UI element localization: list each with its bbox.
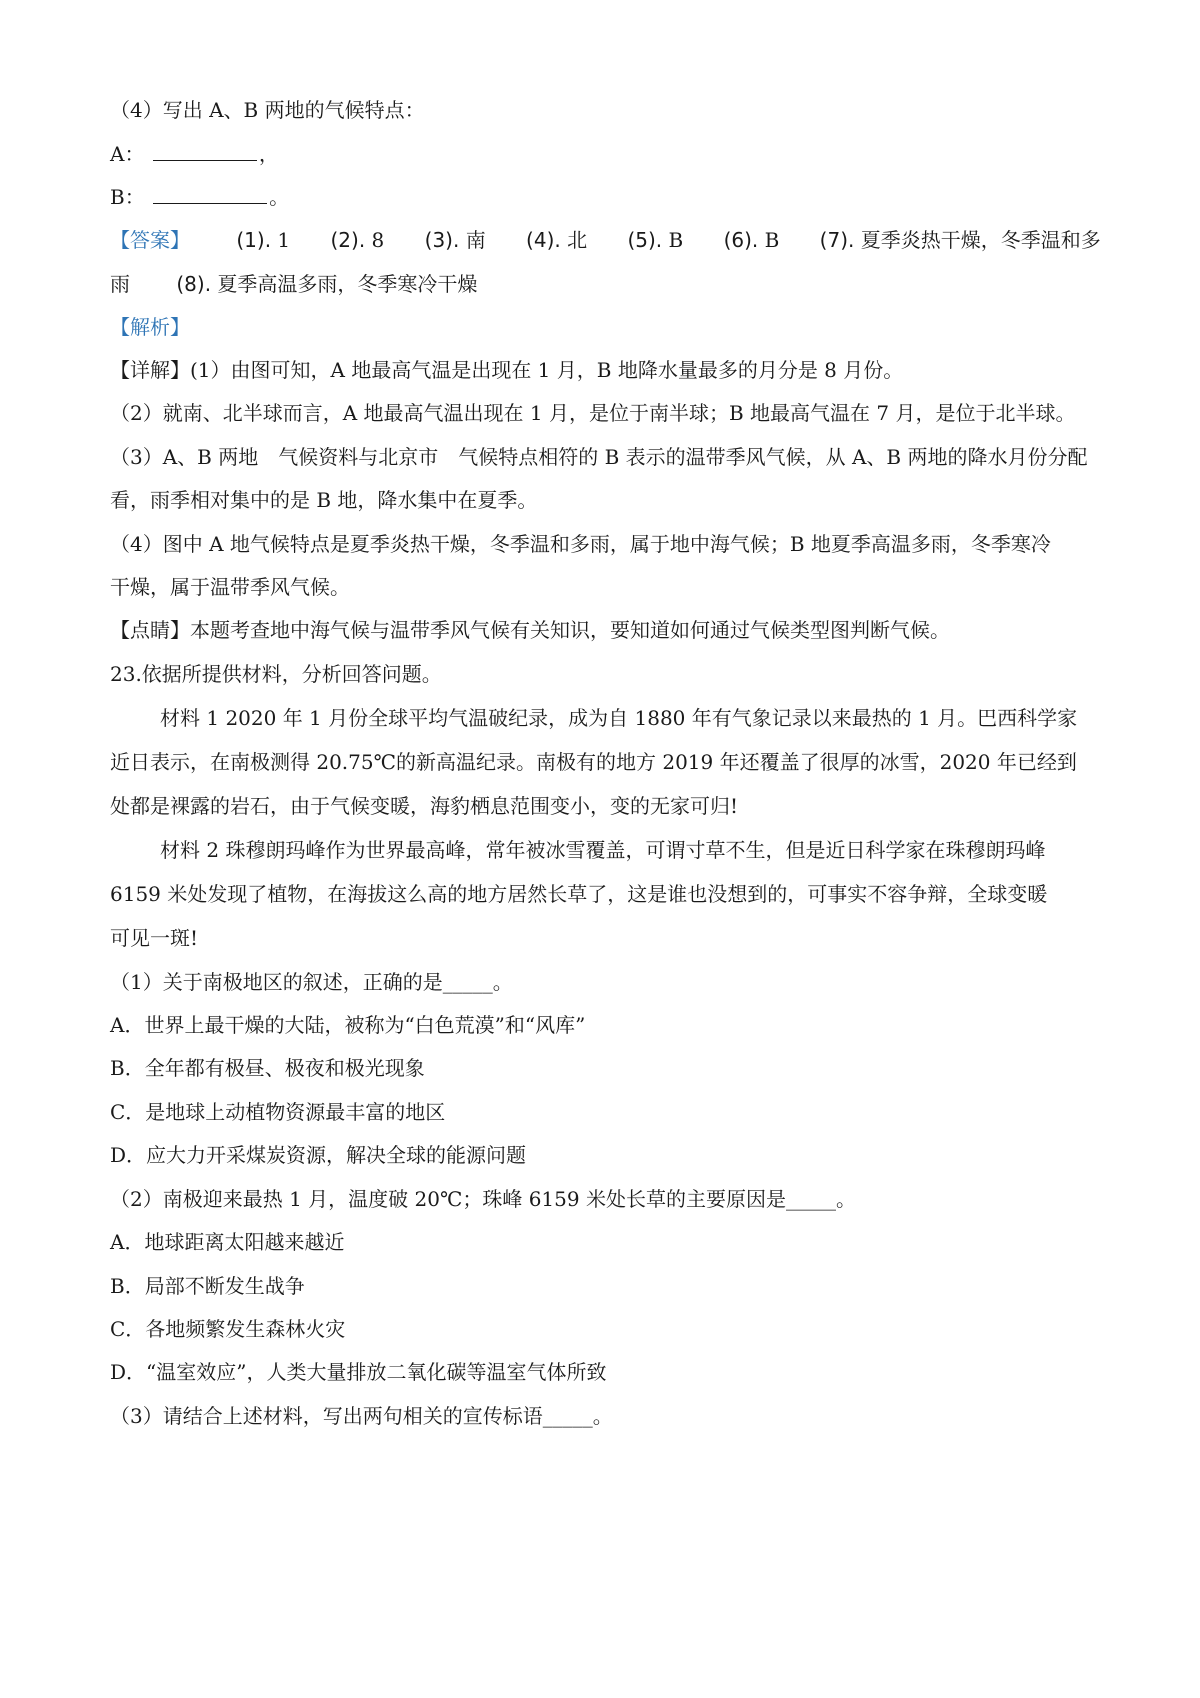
answer-line-1: [110, 226, 1110, 254]
material-1-line-2: 近日表示，在南极测得 20.75℃的新高温纪录。南极有的地方 2019 年还覆盖了很厚的冰雪，2020 年已经到: [110, 750, 1077, 774]
analysis-detail-2: （2）就南、北半球而言，A 地最高气温出现在 1 月，是位于南半球；B 地最高气温在 7 月，是位于北半球。: [110, 401, 1076, 425]
answer-blank-a[interactable]: [153, 140, 257, 161]
q4-line-b: [110, 183, 1110, 211]
analysis-detail-4b: 干燥，属于温带季风气候。: [110, 575, 350, 599]
answer-item: [627, 226, 683, 254]
answer-item-num: (8).: [176, 272, 212, 296]
answer-item-text: 夏季炎热干燥，冬季温和多: [860, 228, 1101, 252]
q4-b-label: B：: [110, 185, 145, 209]
answer-line-2: [110, 270, 1110, 298]
q4-a-end: ，: [258, 142, 279, 166]
answer-item-num: (6).: [723, 228, 759, 252]
material-2-line-1: 材料 2 珠穆朗玛峰作为世界最高峰，常年被冰雪覆盖，可谓寸草不生，但是近日科学家在珠穆朗玛峰: [160, 838, 1046, 862]
q4-prompt: （4）写出 A、B 两地的气候特点：: [110, 98, 425, 122]
q4-line-a: [110, 140, 1110, 168]
analysis-detail-1: 【详解】(1）由图可知，A 地最高气温是出现在 1 月，B 地降水量最多的月分是 8 月份。: [110, 358, 904, 382]
analysis-tag: 【解析】: [110, 315, 190, 339]
q4-b-end: 。: [269, 185, 290, 209]
q23-title: 23.依据所提供材料，分析回答问题。: [110, 662, 442, 686]
subquestion-2-option-a: A．地球距离太阳越来越近: [110, 1230, 345, 1254]
subquestion-1-option-a: A．世界上最干燥的大陆，被称为“白色荒漠”和“风库”: [110, 1013, 586, 1037]
answer-item: [331, 226, 385, 254]
material-2-line-2: 6159 米处发现了植物，在海拔这么高的地方居然长草了，这是谁也没想到的，可事实不容争辩，全球变暖: [110, 882, 1048, 906]
answer-item-text: 北: [567, 228, 588, 252]
subquestion-2-option-d: D．“温室效应”，人类大量排放二氧化碳等温室气体所致: [110, 1360, 607, 1384]
answer-item-text: 8: [371, 228, 385, 252]
subquestion-2-option-b: B．局部不断发生战争: [110, 1274, 305, 1298]
answer-item-num: (3).: [424, 228, 460, 252]
subquestion-1-option-d: D．应大力开采煤炭资源，解决全球的能源问题: [110, 1143, 527, 1167]
answer-item-text: 南: [465, 228, 486, 252]
answer-item: [425, 226, 486, 254]
answer-item-text: B: [668, 228, 684, 252]
analysis-detail-3b: 看，雨季相对集中的是 B 地，降水集中在夏季。: [110, 488, 538, 512]
subquestion-1-option-c: C．是地球上动植物资源最丰富的地区: [110, 1100, 446, 1124]
subquestion-1: （1）关于南极地区的叙述，正确的是_____。: [110, 970, 513, 994]
subquestion-3: （3）请结合上述材料，写出两句相关的宣传标语_____。: [110, 1404, 613, 1428]
material-1-line-3: 处都是裸露的岩石，由于气候变暖，海豹栖息范围变小，变的无家可归!: [110, 794, 739, 818]
subquestion-1-option-b: B．全年都有极昼、极夜和极光现象: [110, 1056, 425, 1080]
answer-item7-cont: 雨: [110, 272, 130, 296]
answer-item-num: (7).: [819, 228, 855, 252]
answer-item: [724, 226, 780, 254]
material-1-line-1: 材料 1 2020 年 1 月份全球平均气温破纪录，成为自 1880 年有气象记录以来最热的 1 月。巴西科学家: [160, 706, 1078, 730]
analysis-detail-4a: （4）图中 A 地气候特点是夏季炎热干燥，冬季温和多雨，属于地中海气候；B 地夏季高温多雨，冬季寒冷: [110, 532, 1051, 556]
answer-item-text: 1: [277, 228, 291, 252]
answer-item: [236, 226, 290, 254]
answer-item-num: (4).: [526, 228, 561, 252]
analysis-detail-3a: （3）A、B 两地 气候资料与北京市 气候特点相符的 B 表示的温带季风气候，从 A、B 两地的降水月份分配: [110, 445, 1088, 469]
answer-item: [526, 226, 587, 254]
answer-item-num: (2).: [330, 228, 366, 252]
answer-item-num: (1).: [236, 228, 272, 252]
answer-item-text: B: [764, 228, 780, 252]
answer-item: [176, 270, 477, 298]
answer-blank-b[interactable]: [153, 183, 267, 204]
subquestion-2-option-c: C．各地频繁发生森林火灾: [110, 1317, 346, 1341]
answer-item-text: 夏季高温多雨，冬季寒冷干燥: [217, 272, 478, 296]
answer-tag: 【答案】: [110, 228, 190, 252]
subquestion-2: （2）南极迎来最热 1 月，温度破 20℃；珠峰 6159 米处长草的主要原因是_____。: [110, 1187, 856, 1211]
material-2-line-3: 可见一斑!: [110, 926, 199, 950]
q4-a-label: A：: [110, 142, 145, 166]
answer-item-num: (5).: [627, 228, 663, 252]
analysis-comment: 【点睛】本题考查地中海气候与温带季风气候有关知识，要知道如何通过气候类型图判断气候。: [110, 618, 950, 642]
answer-item: [820, 226, 1101, 254]
